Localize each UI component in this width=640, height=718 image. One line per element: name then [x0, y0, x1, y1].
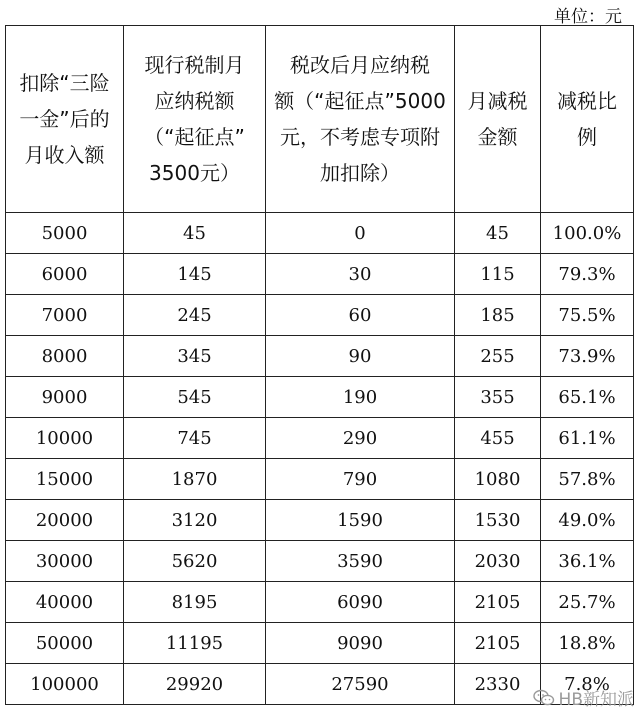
watermark-text: HB新知派 — [558, 690, 634, 710]
current-tax-cell: 245 — [124, 295, 266, 336]
table-row — [6, 500, 634, 541]
header-line: 例 — [577, 125, 597, 149]
unit-label: 单位：元 — [554, 7, 622, 27]
new-tax-cell: 60 — [266, 295, 455, 336]
current-tax-cell: 745 — [124, 418, 266, 459]
ratio-cell: 100.0% — [541, 213, 634, 254]
header-current-tax — [124, 26, 266, 213]
ratio-cell: 73.9% — [541, 336, 634, 377]
reduction-cell: 1530 — [455, 500, 541, 541]
current-tax-cell: 45 — [124, 213, 266, 254]
header-monthly-income — [6, 26, 124, 213]
header-line: （“起征点” — [144, 125, 245, 149]
table-row — [6, 541, 634, 582]
reduction-cell: 115 — [455, 254, 541, 295]
reduction-cell: 2330 — [455, 664, 541, 705]
table-row — [6, 254, 634, 295]
header-line: 税改后月应纳税 — [290, 53, 430, 77]
watermark — [533, 685, 634, 710]
table-row — [6, 459, 634, 500]
ratio-cell: 65.1% — [541, 377, 634, 418]
header-line: 一金”后的 — [19, 107, 110, 131]
header-line: 额（“起征点”5000 — [274, 89, 446, 113]
header-row — [6, 26, 634, 213]
income-cell: 7000 — [6, 295, 124, 336]
table-body — [6, 213, 634, 705]
new-tax-cell: 90 — [266, 336, 455, 377]
header-line: 3500元） — [149, 161, 240, 185]
header-line: 加扣除） — [320, 161, 400, 185]
reduction-cell: 455 — [455, 418, 541, 459]
current-tax-cell: 145 — [124, 254, 266, 295]
reduction-cell: 2105 — [455, 582, 541, 623]
table-row — [6, 295, 634, 336]
current-tax-cell: 8195 — [124, 582, 266, 623]
reduction-cell: 1080 — [455, 459, 541, 500]
header-line: 月减税 — [467, 89, 528, 113]
table-row — [6, 623, 634, 664]
current-tax-cell: 545 — [124, 377, 266, 418]
new-tax-cell: 9090 — [266, 623, 455, 664]
reduction-cell: 255 — [455, 336, 541, 377]
new-tax-cell: 290 — [266, 418, 455, 459]
new-tax-cell: 27590 — [266, 664, 455, 705]
ratio-cell: 57.8% — [541, 459, 634, 500]
income-cell: 20000 — [6, 500, 124, 541]
income-cell: 40000 — [6, 582, 124, 623]
header-line: 月收入额 — [24, 143, 105, 167]
table-row — [6, 213, 634, 254]
header-tax-reduction — [455, 26, 541, 213]
ratio-cell: 25.7% — [541, 582, 634, 623]
current-tax-cell: 11195 — [124, 623, 266, 664]
income-cell: 8000 — [6, 336, 124, 377]
reduction-cell: 2105 — [455, 623, 541, 664]
new-tax-cell: 190 — [266, 377, 455, 418]
reduction-cell: 2030 — [455, 541, 541, 582]
new-tax-cell: 0 — [266, 213, 455, 254]
new-tax-cell: 30 — [266, 254, 455, 295]
ratio-cell: 36.1% — [541, 541, 634, 582]
income-cell: 100000 — [6, 664, 124, 705]
income-cell: 6000 — [6, 254, 124, 295]
table-row — [6, 336, 634, 377]
current-tax-cell: 29920 — [124, 664, 266, 705]
header-reduction-ratio — [541, 26, 634, 213]
ratio-cell: 75.5% — [541, 295, 634, 336]
income-cell: 10000 — [6, 418, 124, 459]
header-line: 减税比 — [557, 89, 617, 113]
current-tax-cell: 5620 — [124, 541, 266, 582]
income-cell: 15000 — [6, 459, 124, 500]
header-line: 金额 — [477, 125, 518, 149]
reduction-cell: 45 — [455, 213, 541, 254]
income-cell: 9000 — [6, 377, 124, 418]
wechat-icon — [533, 689, 555, 707]
table-row — [6, 418, 634, 459]
header-line: 应纳税额 — [154, 89, 235, 113]
header-line: 现行税制月 — [144, 53, 245, 77]
reduction-cell: 185 — [455, 295, 541, 336]
current-tax-cell: 3120 — [124, 500, 266, 541]
current-tax-cell: 345 — [124, 336, 266, 377]
new-tax-cell: 6090 — [266, 582, 455, 623]
ratio-cell: 7.8% — [541, 664, 634, 705]
table-row — [6, 377, 634, 418]
ratio-cell: 18.8% — [541, 623, 634, 664]
new-tax-cell: 1590 — [266, 500, 455, 541]
reduction-cell: 355 — [455, 377, 541, 418]
tax-comparison-table — [5, 25, 634, 705]
new-tax-cell: 790 — [266, 459, 455, 500]
header-line: 元，不考虑专项附 — [280, 125, 440, 149]
ratio-cell: 79.3% — [541, 254, 634, 295]
income-cell: 30000 — [6, 541, 124, 582]
ratio-cell: 61.1% — [541, 418, 634, 459]
table-row — [6, 582, 634, 623]
income-cell: 5000 — [6, 213, 124, 254]
header-new-tax — [266, 26, 455, 213]
new-tax-cell: 3590 — [266, 541, 455, 582]
current-tax-cell: 1870 — [124, 459, 266, 500]
ratio-cell: 49.0% — [541, 500, 634, 541]
income-cell: 50000 — [6, 623, 124, 664]
header-line: 扣除“三险 — [19, 71, 110, 95]
